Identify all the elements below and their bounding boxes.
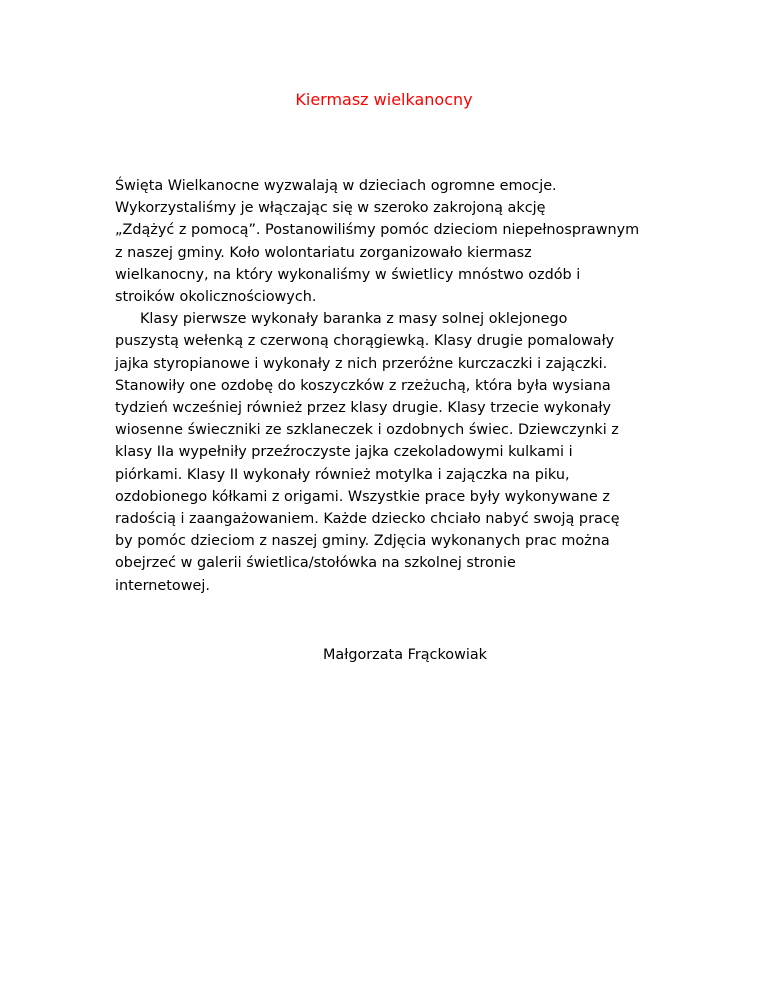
text-line: Święta Wielkanocne wyzwalają w dzieciach ogromne emocje. xyxy=(115,178,557,194)
text-line: jajka styropianowe i wykonały z nich przeróżne kurczaczki i zajączki. xyxy=(115,355,608,372)
paragraph-intro xyxy=(115,175,675,308)
text-line: z naszej gminy. Koło wolontariatu zorganizowało kiermasz xyxy=(115,244,532,261)
text-line: „Zdążyć z pomocą”. Postanowiliśmy pomóc dzieciom niepełnosprawnym xyxy=(115,222,640,239)
paragraph-details xyxy=(115,308,675,597)
text-line: wielkanocny, na który wykonaliśmy w świetlicy mnóstwo ozdób i xyxy=(115,266,581,283)
text-line: internetowej. xyxy=(115,577,210,594)
text-line: tydzień wcześniej również przez klasy drugie. Klasy trzecie wykonały xyxy=(115,400,612,417)
text-line: radością i zaangażowaniem. Każde dziecko chciało nabyć swoją pracę xyxy=(115,511,620,528)
text-line: klasy IIa wypełniły przeźroczyste jajka czekoladowymi kulkami i xyxy=(115,444,573,461)
text-line: stroików okolicznościowych. xyxy=(115,289,317,306)
text-line: piórkami. Klasy II wykonały również motylka i zajączka na piku, xyxy=(115,466,570,483)
text-line: puszystą wełenką z czerwoną chorągiewką. Klasy drugie pomalowały xyxy=(115,333,615,350)
text-line: wiosenne świeczniki ze szklaneczek i ozdobnych świec. Dziewczynki z xyxy=(115,422,619,439)
text-line: ozdobionego kółkami z origami. Wszystkie prace były wykonywane z xyxy=(115,488,610,505)
text-line: obejrzeć w galerii świetlica/stołówka na szkolnej stronie xyxy=(115,555,516,572)
text-line: by pomóc dzieciom z naszej gminy. Zdjęcia wykonanych prac można xyxy=(115,533,610,550)
text-line: Stanowiły one ozdobę do koszyczków z rzeżuchą, która była wysiana xyxy=(115,377,611,394)
author-signature: Małgorzata Frąckowiak xyxy=(323,647,488,663)
article-body xyxy=(115,175,675,597)
document-title: Kiermasz wielkanocny xyxy=(295,90,473,109)
text-line: Wykorzystaliśmy je włączając się w szeroko zakrojoną akcję xyxy=(115,200,546,217)
text-line: Klasy pierwsze wykonały baranka z masy solnej oklejonego xyxy=(140,311,568,328)
